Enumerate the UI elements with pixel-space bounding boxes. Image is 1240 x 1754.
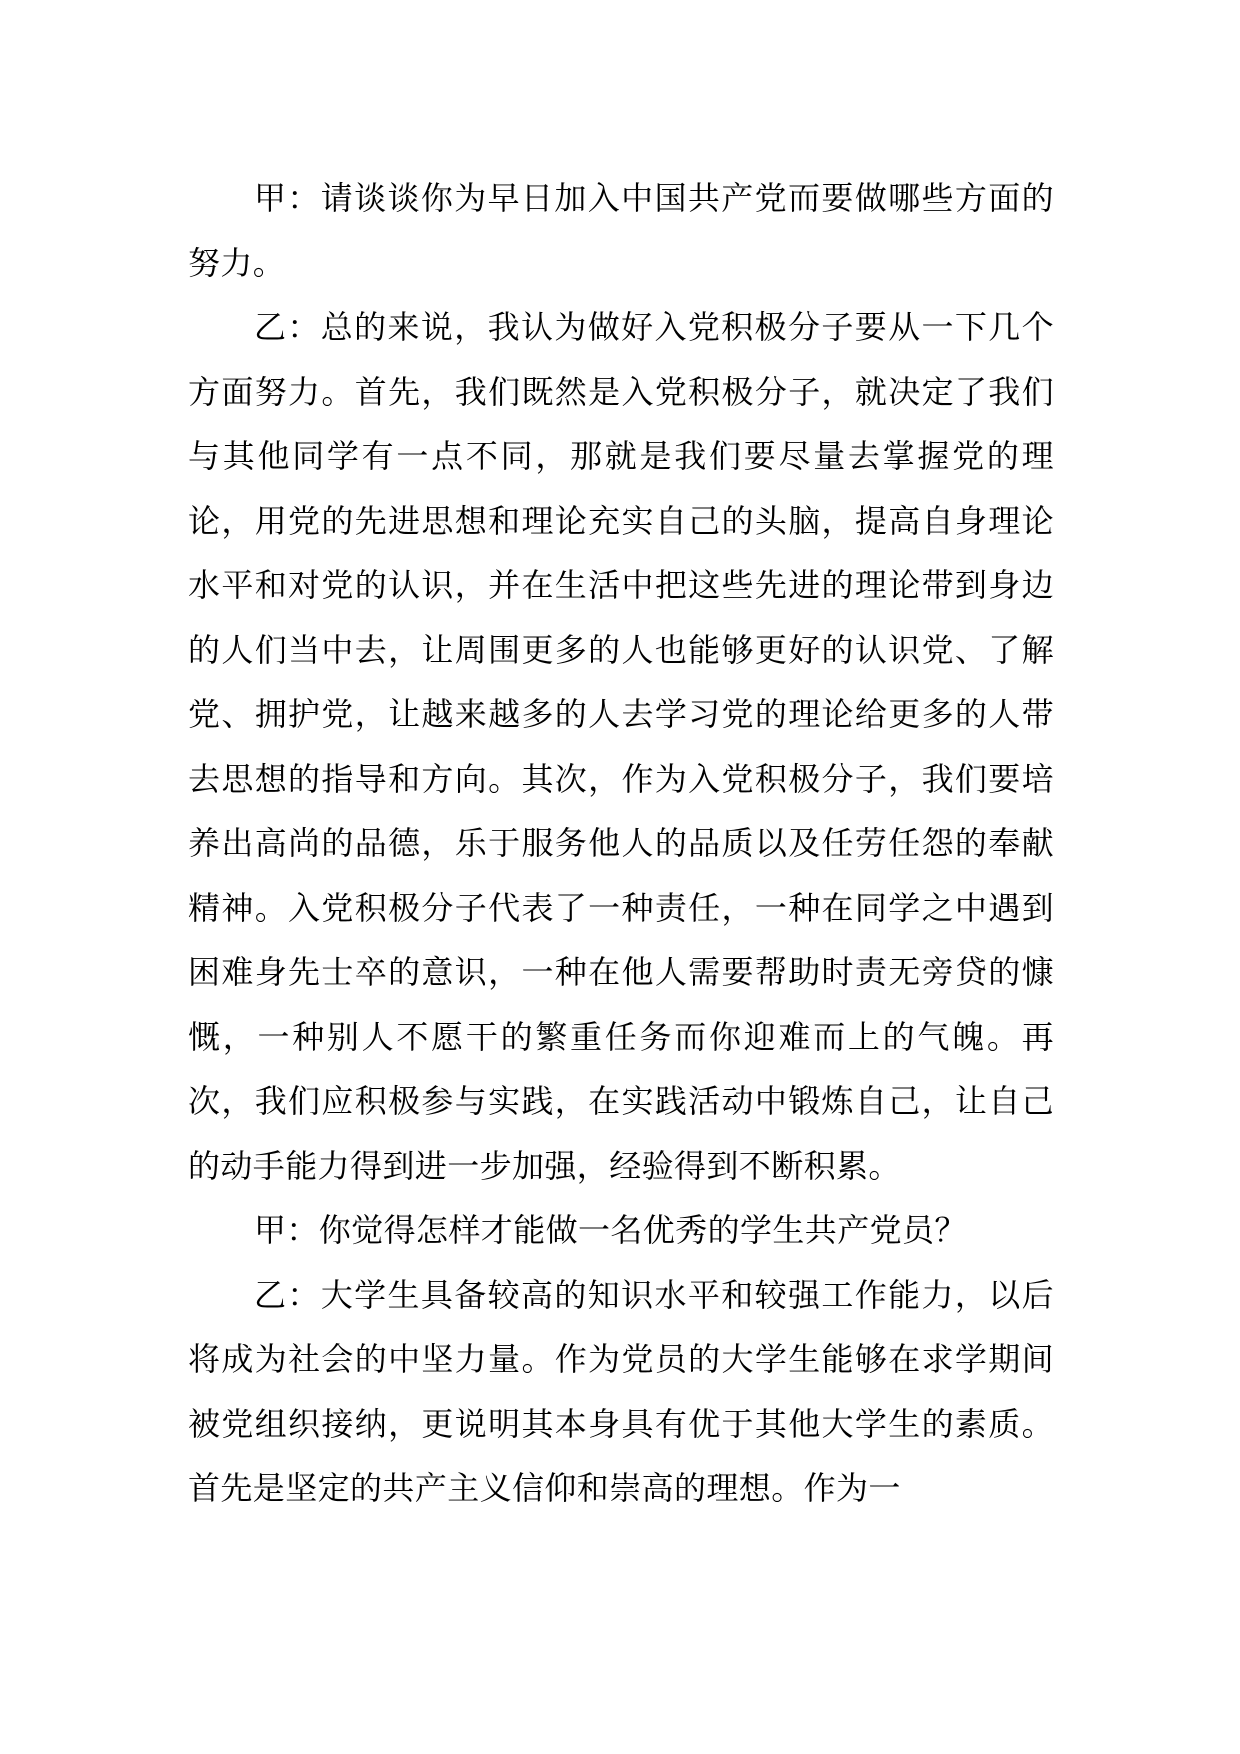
document-body bbox=[188, 166, 1054, 1521]
dialogue-paragraph-question-2: 甲：你觉得怎样才能做一名优秀的学生共产党员？ bbox=[254, 1211, 967, 1249]
dialogue-paragraph-answer-2: 乙：大学生具备较高的知识水平和较强工作能力，以后将成为社会的中坚力量。作为党员的大学生能够在求学期间被党组织接纳，更说明其本身具有优于其他大学生的素质。首先是坚定的共产主义信仰和崇高的理想。作为一 bbox=[188, 1275, 1054, 1507]
dialogue-paragraph-question-1: 甲：请谈谈你为早日加入中国共产党而要做哪些方面的努力。 bbox=[188, 179, 1054, 282]
dialogue-paragraph-answer-1: 乙：总的来说，我认为做好入党积极分子要从一下几个方面努力。首先，我们既然是入党积极分子，就决定了我们与其他同学有一点不同，那就是我们要尽量去掌握党的理论，用党的先进思想和理论充实自己的头脑，提高自身理论水平和对党的认识，并在生活中把这些先进的理论带到身边的人们当中去，让周围更多的人也能够更好的认识党、了解党、拥护党，让越来越多的人去学习党的理论给更多的人带去思想的指导和方向。其次，作为入党积极分子，我们要培养出高尚的品德，乐于服务他人的品质以及任劳任怨的奉献精神。入党积极分子代表了一种责任，一种在同学之中遇到困难身先士卒的意识，一种在他人需要帮助时责无旁贷的慷慨，一种别人不愿干的繁重任务而你迎难而上的气魄。再次，我们应积极参与实践，在实践活动中锻炼自己，让自己的动手能力得到进一步加强，经验得到不断积累。 bbox=[188, 308, 1054, 1185]
